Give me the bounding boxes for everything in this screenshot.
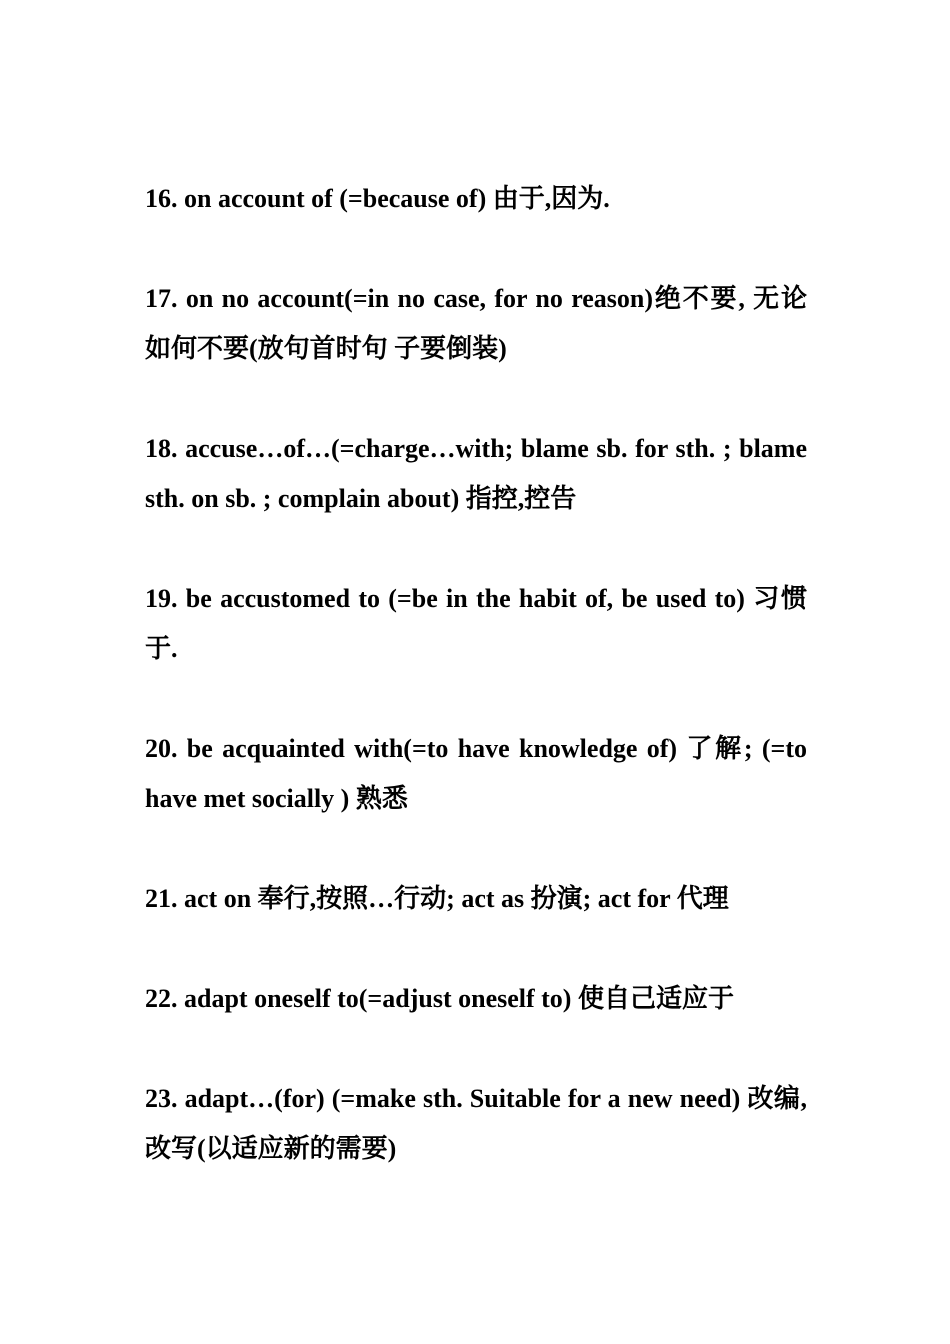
phrase-entry-21: 21. act on 奉行,按照…行动; act as 扮演; act for 代理	[145, 884, 729, 913]
phrase-entry-22: 22. adapt oneself to(=adjust oneself to) 使自己适应于	[145, 984, 734, 1013]
phrase-entry-23: 23. adapt…(for) (=make sth. Suitable for a new need) 改编, 改写(以适应新的需要)	[145, 1084, 807, 1163]
phrase-entry-17: 17. on no account(=in no case, for no reason)绝不要, 无论如何不要(放句首时句 子要倒装)	[145, 284, 807, 363]
phrase-list	[145, 174, 807, 1224]
phrase-entry-19: 19. be accustomed to (=be in the habit of, be used to) 习惯于.	[145, 584, 807, 663]
phrase-entry-18: 18. accuse…of…(=charge…with; blame sb. for sth. ; blame sth. on sb. ; complain about) 指控,控告	[145, 434, 807, 513]
phrase-entry-20: 20. be acquainted with(=to have knowledge of) 了解; (=to have met socially ) 熟悉	[145, 734, 807, 813]
phrase-entry-16: 16. on account of (=because of) 由于,因为.	[145, 184, 610, 213]
